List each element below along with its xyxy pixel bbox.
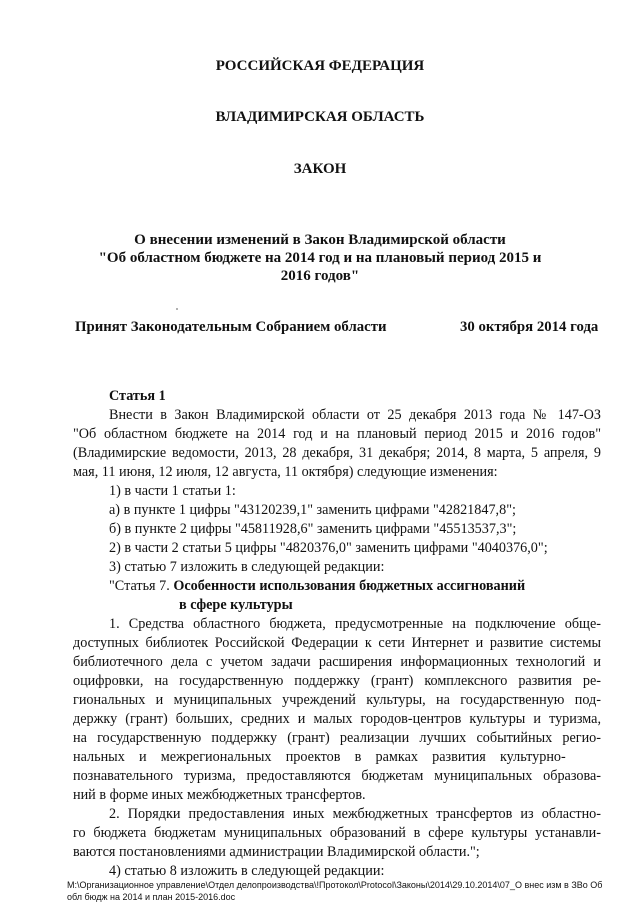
file-path-line-2: обл бюдж на 2014 и план 2015-2016.doc: [67, 892, 236, 902]
adopted-by: Принят Законодательным Собранием области: [75, 319, 387, 335]
article-7-title-1: Особенности использования бюджетных ассигнований: [173, 578, 526, 594]
article-1-text-1: Внести в Закон Владимирской области от 25 декабря 2013 года № 147-ОЗ: [109, 407, 601, 423]
item-1a: а) в пункте 1 цифры "43120239,1" заменить цифрами "42821847,8";: [109, 502, 516, 518]
article-1-text-3: (Владимирские ведомости, 2013, 28 декабря, 31 декабря; 2014, 8 марта, 5 апреля, 9: [73, 445, 601, 461]
article-7-line-5: гиональных и муниципальных учреждений культуры, на государственную под-: [73, 692, 601, 708]
article-7-line-6: держку (грант) больших, средних и малых городов-центров культуры и туризма,: [73, 711, 601, 727]
title-line-3: 2016 годов": [280, 268, 360, 284]
article-7-line-12: го бюджета бюджетам муниципальных образований в сфере культуры устанавли-: [73, 825, 601, 841]
article-7-heading: [109, 577, 525, 596]
region-heading: ВЛАДИМИРСКАЯ ОБЛАСТЬ: [215, 109, 425, 125]
file-path-line-1: M:\Организационное управление\Отдел делопроизводства\!Протокол\Protocol\Законы\2014\29.10.2014\07_О внес изм в ЗВо Об: [67, 880, 603, 890]
scan-speck: [176, 308, 178, 310]
item-4: 4) статью 8 изложить в следующей редакции:: [109, 863, 385, 879]
article-7-line-8: нальных и межрегиональных проектов в рамках развития культурно-: [73, 749, 566, 765]
article-7-line-1: 1. Средства областного бюджета, предусмотренные на подключение обще-: [109, 616, 601, 632]
article-7-line-3: библиотечного дела с учетом задачи расширения информационных технологий и: [73, 654, 601, 670]
country-heading: РОССИЙСКАЯ ФЕДЕРАЦИЯ: [215, 58, 425, 74]
title-line-2: "Об областном бюджете на 2014 год и на плановый период 2015 и: [98, 250, 542, 266]
item-1: 1) в части 1 статьи 1:: [109, 483, 236, 499]
article-1-text-4: мая, 11 июня, 12 июля, 12 августа, 11 октября) следующие изменения:: [73, 464, 498, 480]
article-1-text-2: "Об областном бюджете на 2014 год и на плановый период 2015 и 2016 годов": [73, 426, 601, 442]
item-1b: б) в пункте 2 цифры "45811928,6" заменить цифрами "45513537,3";: [109, 521, 517, 537]
article-1-heading: Статья 1: [109, 388, 166, 404]
article-7-line-11: 2. Порядки предоставления иных межбюджетных трансфертов из областно-: [109, 806, 601, 822]
article-7-prefix: "Статья 7.: [109, 578, 174, 594]
article-7-title-2: в сфере культуры: [179, 597, 293, 613]
adopted-date: 30 октября 2014 года: [460, 319, 599, 335]
article-7-line-4: оцифровки, на государственную поддержку (грант) комплексного развития ре-: [73, 673, 601, 689]
item-3: 3) статью 7 изложить в следующей редакции:: [109, 559, 385, 575]
item-2: 2) в части 2 статьи 5 цифры "4820376,0" заменить цифрами "4040376,0";: [109, 540, 548, 556]
article-7-line-10: ний в форме иных межбюджетных трансфертов.: [73, 787, 366, 803]
doc-type-heading: ЗАКОН: [293, 161, 347, 177]
article-7-line-13: ваются постановлениями администрации Владимирской области.";: [73, 844, 480, 860]
article-7-line-2: доступных библиотек Российской Федерации к сети Интернет и развитие системы: [73, 635, 601, 651]
article-7-line-9: познавательного туризма, предоставляются бюджетам муниципальных образова-: [73, 768, 601, 784]
article-7-line-7: на государственную поддержку (грант) реализации лучших событийных регио-: [73, 730, 601, 746]
title-line-1: О внесении изменений в Закон Владимирской области: [134, 232, 506, 248]
